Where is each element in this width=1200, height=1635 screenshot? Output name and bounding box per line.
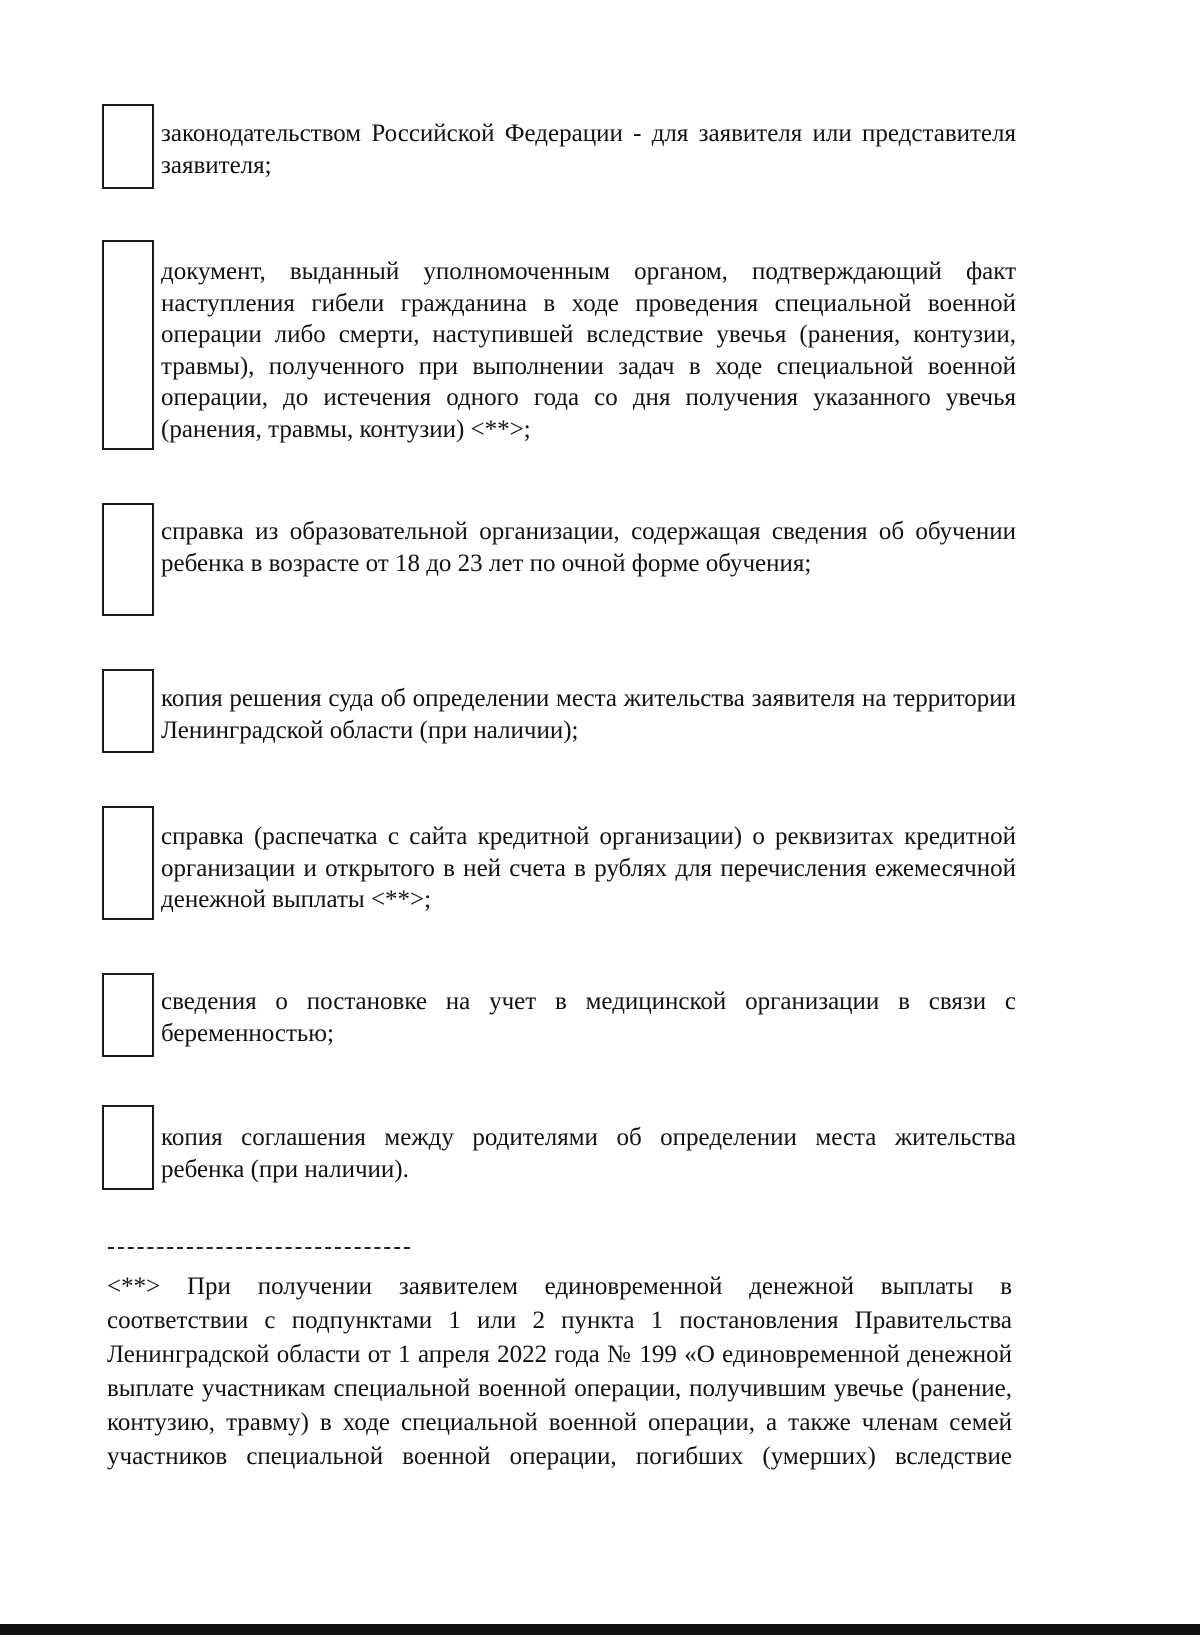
item-6-text: сведения о постановке на учет в медицинской организации в связи с беременностью; [161, 988, 1016, 1047]
scan-bottom-edge [0, 1624, 1200, 1635]
checkbox-item-2[interactable] [102, 240, 154, 450]
item-5-text: справка (распечатка с сайта кредитной организации) о реквизитах кредитной организации и открытого в ней счета в рублях для перечисления ежемесячной денежной выплаты <**>; [161, 823, 1016, 913]
checkbox-item-5[interactable] [102, 806, 154, 920]
checkbox-item-7[interactable] [102, 1105, 154, 1190]
item-3-text: справка из образовательной организации, содержащая сведения об обучении ребенка в возрасте от 18 до 23 лет по очной форме обучения; [161, 518, 1016, 577]
item-4-text: копия решения суда об определении места жительства заявителя на территории Ленинградской области (при наличии); [161, 685, 1016, 744]
item-7-text: копия соглашения между родителями об определении места жительства ребенка (при наличии). [161, 1124, 1016, 1183]
checkbox-item-6[interactable] [102, 973, 154, 1057]
item-2-text: документ, выданный уполномоченным органом, подтверждающий факт наступления гибели гражданина в ходе проведения специальной военной операции либо смерти, наступившей вследствие увечья (ранения, контузии, травмы), полученного при выполнении задач в ходе специальной военной операции, до истечения одного года со дня получения указанного увечья (ранения, травмы, контузии) <**>; [161, 258, 1016, 443]
checkbox-item-3[interactable] [102, 503, 154, 616]
item-1-text: законодательством Российской Федерации - для заявителя или представителя заявителя; [161, 120, 1016, 179]
footnote-text: <**> При получении заявителем единовременной денежной выплаты в соответствии с подпунктами 1 или 2 пункта 1 постановления Правительства Ленинградской области от 1 апреля 2022 года № 199 «О единовременной денежной выплате участникам специальной военной операции, получившим увечье (ранение, контузию, травму) в ходе специальной военной операции, а также членам семей участников специальной военной операции, погибших (умерших) вследствие [107, 1273, 1012, 1470]
checkbox-item-1[interactable] [102, 104, 154, 189]
checkbox-item-4[interactable] [102, 669, 154, 753]
footnote-separator [108, 1247, 410, 1249]
